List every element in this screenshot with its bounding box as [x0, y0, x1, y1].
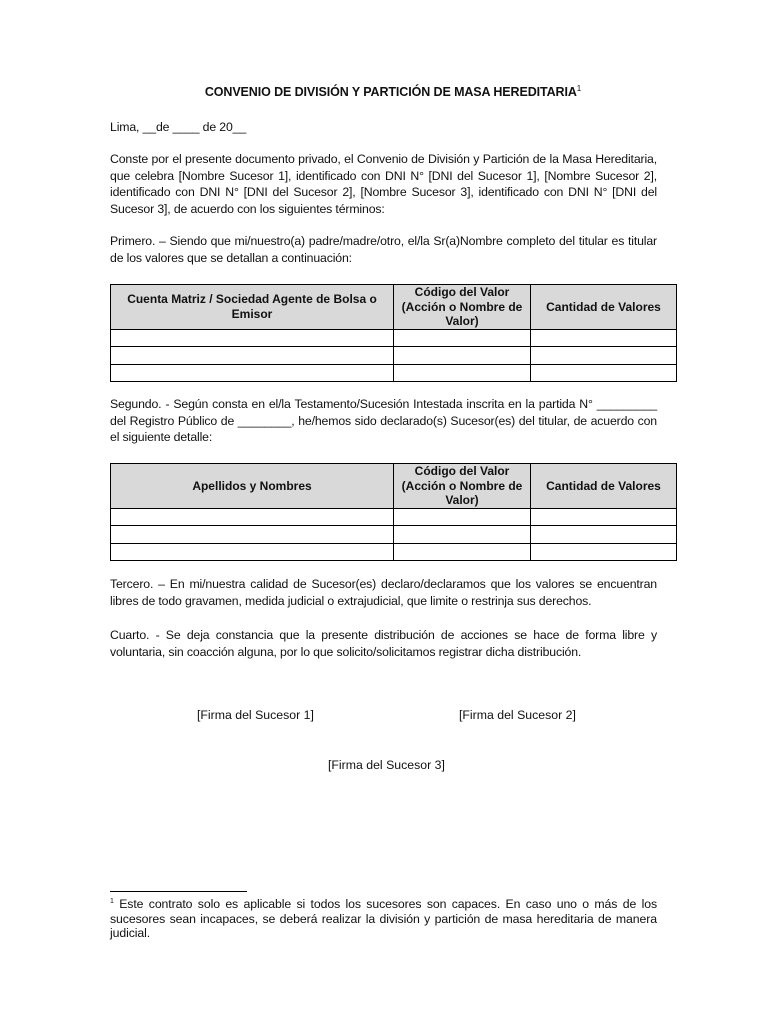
table-cell [394, 364, 531, 382]
table-cell [111, 543, 394, 561]
table-row [111, 347, 677, 365]
table-header-row [111, 464, 677, 509]
table-cell [111, 508, 394, 526]
table-cell [394, 347, 531, 365]
table-row [111, 543, 677, 561]
signature-sucesor-1: [Firma del Sucesor 1] [197, 708, 314, 722]
table-row [111, 508, 677, 526]
column-header: Cantidad de Valores [531, 285, 677, 330]
column-header: Cuenta Matriz / Sociedad Agente de Bolsa o Emisor [111, 285, 394, 330]
signature-sucesor-2: [Firma del Sucesor 2] [459, 708, 576, 722]
signature-sucesor-3: [Firma del Sucesor 3] [328, 758, 445, 772]
table-cell [394, 329, 531, 347]
table-cell [111, 347, 394, 365]
column-header: Código del Valor (Acción o Nombre de Valor) [394, 285, 531, 330]
assets-table [110, 284, 677, 382]
footnote-number: 1 [110, 898, 114, 905]
table-header-row [111, 285, 677, 330]
table-cell [531, 347, 677, 365]
table-cell [531, 526, 677, 544]
table-cell [394, 526, 531, 544]
column-header: Cantidad de Valores [531, 464, 677, 509]
table-cell [531, 543, 677, 561]
table-cell [394, 508, 531, 526]
heirs-table [110, 463, 677, 561]
intro-paragraph: Conste por el presente documento privado, el Convenio de División y Partición de la Masa Hereditaria, que celebra [Nombre Sucesor 1], identificado con DNI N° [DNI del Sucesor 1], [Nombre Sucesor 2], identificado con DNI N° [DNI del Sucesor 2], [Nombre Sucesor 3], identificado con DNI N° [DNI del Sucesor 3], de acuerdo con los siguientes términos: [110, 152, 657, 216]
title-footnote-ref: 1 [576, 84, 582, 93]
footnote-separator [110, 891, 247, 892]
table-row [111, 526, 677, 544]
document-title: CONVENIO DE DIVISIÓN Y PARTICIÓN DE MASA HEREDITARIA$^1$ [204, 84, 582, 100]
clause-tercero: Tercero. – En mi/nuestra calidad de Sucesor(es) declaro/declaramos que los valores se encuentran libres de todo gravamen, medida judicial o extrajudicial, que limite o restrinja sus derechos. [110, 577, 657, 608]
clause-primero: Primero. – Siendo que mi/nuestro(a) padre/madre/otro, el/la Sr(a)Nombre completo del titular es titular de los valores que se detallan a continuación: [110, 234, 657, 265]
table-cell [111, 364, 394, 382]
table-cell [531, 329, 677, 347]
footnote-text: Este contrato solo es aplicable si todos los sucesores son capaces. En caso uno o más de los sucesores sean incapaces, se deberá realizar la división y partición de masa hereditaria de manera judicial. [110, 897, 657, 941]
clause-segundo: Segundo. - Según consta en el/la Testamento/Sucesión Intestada inscrita en la partida N° _________ del Registro Público de ________, he/hemos sido declarado(s) Sucesor(es) del titular, de acuerdo con el siguiente detalle: [110, 397, 657, 444]
column-header: Código del Valor (Acción o Nombre de Valor) [394, 464, 531, 509]
table-cell [531, 508, 677, 526]
table-cell [394, 543, 531, 561]
table-row [111, 364, 677, 382]
place-date: Lima, __de ____ de 20__ [110, 120, 247, 134]
clause-cuarto: Cuarto. - Se deja constancia que la presente distribución de acciones se hace de forma libre y voluntaria, sin coacción alguna, por lo que solicito/solicitamos registrar dicha distribución. [110, 628, 657, 659]
table-row [111, 329, 677, 347]
table-cell [111, 526, 394, 544]
column-header: Apellidos y Nombres [111, 464, 394, 509]
footnote [110, 895, 657, 941]
table-cell [531, 364, 677, 382]
table-cell [111, 329, 394, 347]
